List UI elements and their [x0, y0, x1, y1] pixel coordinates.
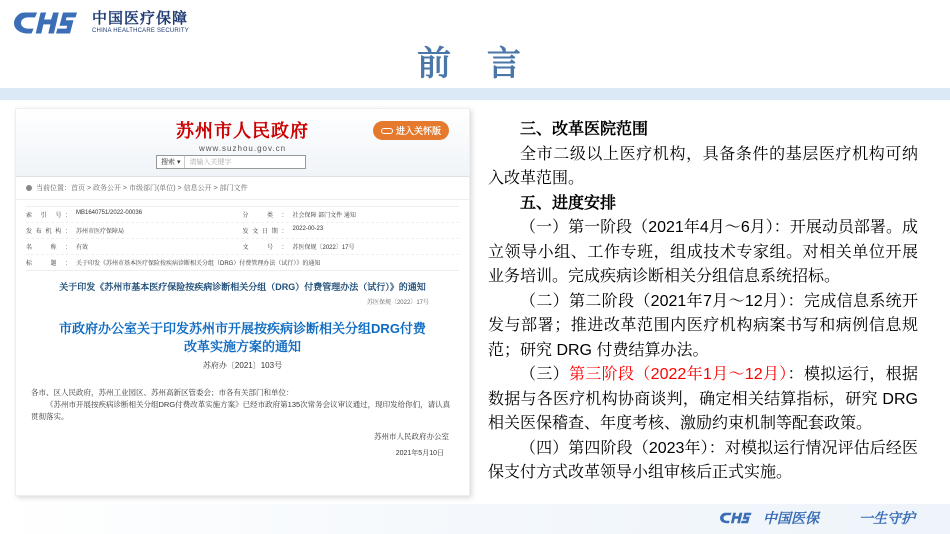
breadcrumb-text: 当前位置：首页 > 政务公开 > 市级部门(单位) > 信息公开 > 部门文件: [36, 185, 248, 192]
doc-subtitle-2: 苏府办〔2021〕103号: [202, 360, 283, 370]
meta-table: [26, 206, 459, 271]
phase-3-suffix: ：模拟运行，根据数据与各医疗机构协商谈判，确定相关结算指标，研究 DRG 相关医保稽查、年度考核、激励约束机制等配套政策。: [488, 366, 918, 432]
doc-body-text: [16, 387, 469, 423]
phase-3-text: [488, 363, 918, 437]
doc-subtitle-1: 苏医保规〔2022〕17号: [366, 299, 429, 306]
section-5-header: 五、进度安排: [520, 194, 617, 212]
meta-value: 2022-00-23: [292, 226, 324, 232]
page-title: 前 言: [417, 44, 533, 84]
meta-label: 发文日期：: [242, 229, 288, 235]
meta-value: 有效: [76, 245, 89, 251]
meta-value: 社会保障 部门文件 通知: [292, 213, 356, 219]
doc-content: 《苏州市开展按疾病诊断相关分组DRG付费改革实施方案》已经市政府第135次常务会议审议通过，现印发给你们，请认真贯彻落实。: [31, 399, 451, 421]
meta-value: 苏州市医疗保障局: [76, 229, 125, 235]
doc-date: 2021年5月10日: [395, 449, 444, 457]
footer-chs-icon: [720, 508, 755, 528]
section-3-header: 三、改革医院范围: [520, 121, 649, 138]
meta-value: 关于印发《苏州市基本医疗保险按疾病诊断相关分组（DRG）付费管理办法（试行）》的通知: [76, 261, 321, 267]
header-divider: [0, 88, 950, 100]
phase-3-prefix: （三）: [520, 366, 570, 383]
search-input-placeholder[interactable]: 请输入关键字: [189, 159, 232, 166]
footer-bar: [0, 504, 950, 534]
doc-greeting: 各市、区人民政府，苏州工业园区、苏州高新区管委会；市各有关部门和单位：: [31, 387, 294, 397]
doc-title-2: 市政府办公室关于印发苏州市开展按疾病诊断相关分组DRG付费改革实施方案的通知: [59, 320, 426, 354]
gov-site-header: [16, 109, 469, 177]
phase-3-highlight: 第三阶段（2022年1月～12月）: [569, 366, 788, 383]
care-btn-text: 进入关怀版: [395, 126, 441, 136]
logo-text-en: CHINA HEALTHCARE SECURITY: [92, 27, 189, 34]
meta-label: 索 引 号：: [26, 213, 71, 219]
meta-label: 分 类：: [242, 213, 288, 219]
phase-4-text: （四）第四阶段（2023年）：对模拟运行情况评估后经医保支付方式改革领导小组审核后正式实施。: [488, 439, 918, 481]
logo-text-cn: 中国医疗保障: [92, 10, 189, 28]
meta-label: 文 号：: [242, 245, 288, 251]
gov-site-url: www.suzhou.gov.cn: [198, 144, 287, 153]
gov-search-box[interactable]: [156, 155, 306, 169]
chs-logo-icon: [14, 8, 84, 38]
meta-label: 名 称：: [26, 245, 71, 251]
section-3-text: 全市二级以上医疗机构，具备条件的基层医疗机构可纳入改革范围。: [488, 145, 918, 187]
doc-title-1: 关于印发《苏州市基本医疗保险按疾病诊断相关分组（DRG）付费管理办法（试行）》的通知: [59, 282, 426, 292]
document-screenshot: [15, 108, 470, 496]
footer-slogan: 一生守护: [859, 510, 915, 526]
phase-2-text: （二）第二阶段（2021年7月～12月）：完成信息系统开发与部署；推进改革范围内医疗机构病案书写和病例信息规范；研究 DRG 付费结算办法。: [488, 292, 918, 359]
meta-value: MB1640751/2022-00036: [76, 210, 143, 216]
doc-breadcrumb: [16, 177, 469, 200]
meta-label: 发布机构：: [26, 229, 71, 235]
location-icon: [26, 185, 32, 191]
footer-brand: 中国医保: [763, 510, 819, 526]
search-dropdown[interactable]: 搜索 ▾: [157, 156, 185, 168]
meta-value: 苏医保规〔2022〕17号: [292, 245, 355, 251]
meta-label: 标 题：: [26, 261, 71, 267]
phase-1-text: （一）第一阶段（2021年4月～6月）：开展动员部署。成立领导小组、工作专班，组成技术专家组。对相关单位开展业务培训。完成疾病诊断相关分组信息系统招标。: [488, 219, 918, 285]
care-glasses-icon: [381, 128, 393, 134]
gov-site-title: 苏州市人民政府: [176, 121, 309, 141]
doc-signature: 苏州市人民政府办公室: [374, 431, 449, 441]
main-content: [488, 118, 918, 486]
header-logo: [14, 8, 189, 38]
care-mode-button[interactable]: [373, 121, 449, 140]
